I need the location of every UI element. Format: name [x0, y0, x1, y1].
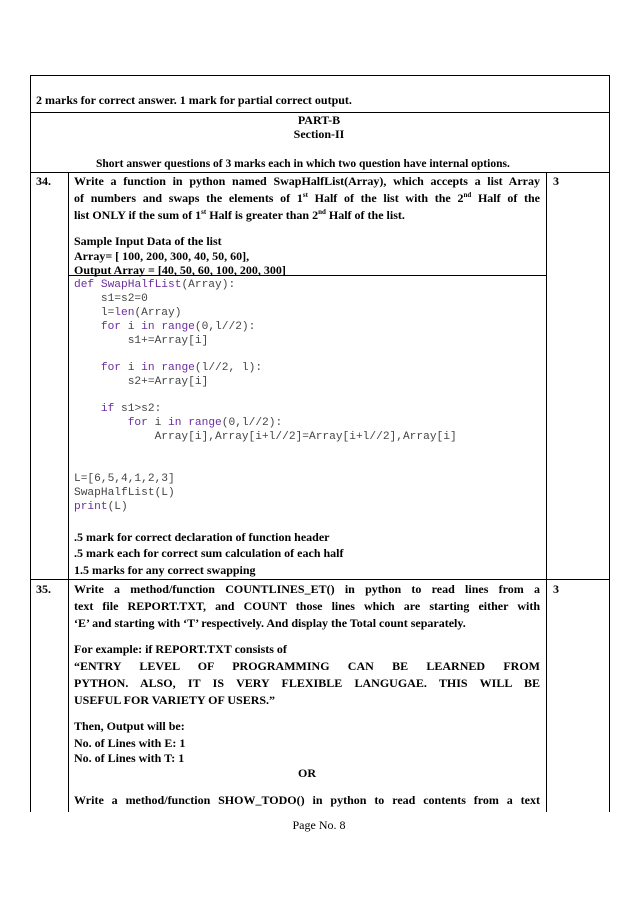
column-divider — [68, 172, 69, 812]
code-line: l=len(Array) — [74, 307, 182, 319]
code-line: for i in range(l//2, l): — [100, 362, 263, 374]
question-text: of numbers and swaps the elements of 1st Half of the list with the 2nd Half of the — [74, 191, 541, 205]
code-line: s1+=Array[i] — [74, 335, 209, 347]
sample-title: Sample Input Data of the list — [74, 234, 222, 248]
row-divider — [30, 172, 609, 173]
question-marks: 3 — [553, 174, 559, 188]
marking-note: 2 marks for correct answer. 1 mark for partial correct output. — [36, 93, 352, 107]
question-text: ‘E’ and starting with ‘T’ respectively. And display the Total count separately. — [74, 616, 466, 630]
code-line: if s1>s2: — [100, 403, 162, 415]
code-line: s2+=Array[i] — [74, 376, 209, 388]
marking-scheme-item: .5 mark each for correct sum calculation of each half — [74, 546, 344, 560]
example-intro: For example: if REPORT.TXT consists of — [74, 642, 287, 656]
code-line: L=[6,5,4,1,2,3] — [74, 473, 175, 485]
output-line: No. of Lines with T: 1 — [74, 751, 185, 765]
question-marks: 3 — [553, 582, 559, 596]
marking-scheme-item: .5 mark for correct declaration of function header — [74, 530, 330, 544]
question-text-alternative: Write a method/function SHOW_TODO() in python to read contents from a text — [74, 793, 540, 807]
row-divider — [30, 579, 609, 580]
output-title: Then, Output will be: — [74, 719, 185, 733]
sample-input: Array= [ 100, 200, 300, 40, 50, 60], — [74, 249, 250, 263]
code-line: for i in range(0,l//2): — [127, 417, 283, 429]
code-line: def SwapHalfList(Array): — [74, 279, 236, 291]
question-number: 34. — [36, 174, 51, 188]
question-number: 35. — [36, 582, 51, 596]
section-heading: Section-II — [293, 127, 345, 141]
example-text: PYTHON. ALSO, IT IS VERY FLEXIBLE LANGUGAE. THIS WILL BE — [74, 676, 540, 690]
code-line: Array[i],Array[i+l//2]=Array[i+l//2],Array[i] — [74, 431, 457, 443]
question-text: text file REPORT.TXT, and COUNT those lines which are starting either with — [74, 599, 540, 613]
example-text: USEFUL FOR VARIETY OF USERS.” — [74, 693, 276, 707]
column-divider — [546, 172, 547, 812]
code-line: SwapHalfList(L) — [74, 487, 175, 499]
code-line: for i in range(0,l//2): — [100, 321, 256, 333]
output-line: No. of Lines with E: 1 — [74, 736, 186, 750]
page-number: Page No. 8 — [292, 818, 346, 832]
question-text: Write a method/function COUNTLINES_ET() in python to read lines from a — [74, 582, 540, 596]
question-text: list ONLY if the sum of 1st Half is greater than 2nd Half of the list. — [74, 208, 405, 222]
example-text: “ENTRY LEVEL OF PROGRAMMING CAN BE LEARNED FROM — [74, 659, 540, 673]
marking-scheme-item: 1.5 marks for any correct swapping — [74, 563, 256, 577]
part-heading: PART-B — [297, 113, 341, 127]
or-separator: OR — [298, 766, 316, 780]
code-line: s1=s2=0 — [74, 293, 148, 305]
table-top-border — [30, 75, 609, 76]
question-text: Write a function in python named SwapHalfList(Array), which accepts a list Array — [74, 174, 540, 188]
section-instruction: Short answer questions of 3 marks each in which two question have internal options. — [96, 158, 510, 170]
sample-output: Output Array = [40, 50, 60, 100, 200, 300] — [74, 263, 286, 277]
code-line: print(L) — [74, 501, 128, 513]
